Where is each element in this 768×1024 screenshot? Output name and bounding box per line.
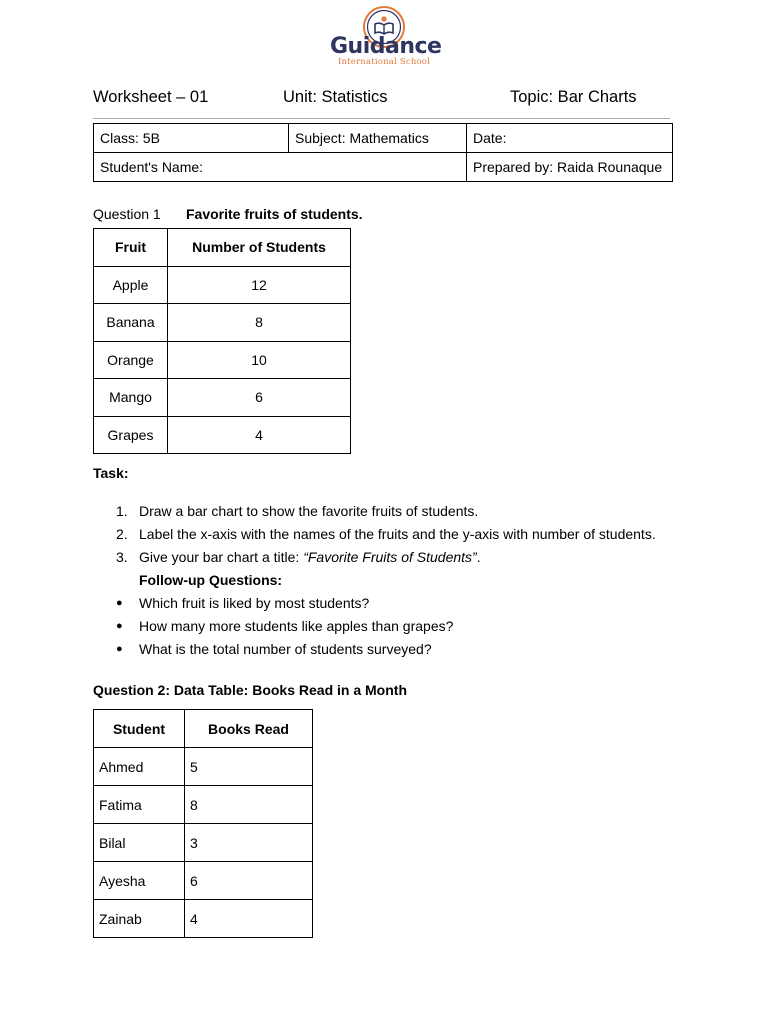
question1-label: Question 1 (93, 206, 161, 222)
count-cell: 6 (168, 379, 351, 417)
task-item: Label the x-axis with the names of the fruits and the y-axis with number of students. (139, 526, 656, 542)
fruit-cell: Orange (94, 341, 168, 379)
student-cell: Zainab (94, 900, 185, 938)
followup-item: Which fruit is liked by most students? (139, 595, 370, 611)
table-row (94, 824, 313, 862)
col-header-student: Student (94, 710, 185, 748)
table-row (94, 266, 351, 304)
books-cell: 5 (185, 748, 313, 786)
books-cell: 3 (185, 824, 313, 862)
fruit-cell: Banana (94, 304, 168, 342)
question2-title: Question 2: Data Table: Books Read in a Month (93, 682, 407, 698)
header-divider (93, 118, 670, 119)
topic-label: Topic: Bar Charts (510, 88, 637, 106)
fruit-table (93, 228, 351, 454)
task-item (139, 549, 481, 565)
unit-label: Unit: Statistics (283, 88, 388, 106)
bullet-icon: ● (116, 620, 123, 632)
task-number: 3. (116, 549, 128, 565)
table-row (94, 416, 351, 454)
books-table (93, 709, 313, 938)
class-cell: Class: 5B (94, 124, 289, 153)
books-cell: 6 (185, 862, 313, 900)
fruit-cell: Apple (94, 266, 168, 304)
open-book-person-icon (375, 16, 393, 34)
logo-wordmark: Guidance (330, 34, 442, 59)
student-name-cell[interactable]: Student's Name: (94, 153, 467, 182)
logo-subtitle: International School (337, 57, 431, 67)
subject-cell: Subject: Mathematics (289, 124, 467, 153)
col-header-count: Number of Students (168, 229, 351, 267)
table-row (94, 748, 313, 786)
student-cell: Ahmed (94, 748, 185, 786)
task-item-end: . (476, 549, 481, 565)
table-row (94, 900, 313, 938)
count-cell: 4 (168, 416, 351, 454)
table-row (94, 786, 313, 824)
count-cell: 12 (168, 266, 351, 304)
bullet-icon: ● (116, 643, 123, 655)
count-cell: 10 (168, 341, 351, 379)
bullet-icon: ● (116, 597, 123, 609)
task-heading: Task: (93, 465, 129, 481)
date-cell[interactable]: Date: (467, 124, 673, 153)
followup-item: How many more students like apples than grapes? (139, 618, 454, 634)
table-row (94, 862, 313, 900)
task-item-text: Give your bar chart a title: (139, 549, 304, 565)
fruit-cell: Grapes (94, 416, 168, 454)
table-header-row (94, 710, 313, 748)
table-row (94, 304, 351, 342)
student-cell: Ayesha (94, 862, 185, 900)
col-header-fruit: Fruit (94, 229, 168, 267)
books-cell: 4 (185, 900, 313, 938)
table-header-row (94, 229, 351, 267)
table-row (94, 341, 351, 379)
prepared-by-cell: Prepared by: Raida Rounaque (467, 153, 673, 182)
books-cell: 8 (185, 786, 313, 824)
task-number: 2. (116, 526, 128, 542)
count-cell: 8 (168, 304, 351, 342)
fruit-cell: Mango (94, 379, 168, 417)
info-table (93, 123, 673, 182)
student-cell: Bilal (94, 824, 185, 862)
col-header-books: Books Read (185, 710, 313, 748)
task-number: 1. (116, 503, 128, 519)
followup-heading: Follow-up Questions: (139, 572, 283, 588)
question1-title: Favorite fruits of students. (186, 206, 363, 222)
chart-title-quote: “Favorite Fruits of Students” (303, 549, 477, 565)
followup-item: What is the total number of students surveyed? (139, 641, 432, 657)
student-cell: Fatima (94, 786, 185, 824)
table-row (94, 379, 351, 417)
worksheet-number: Worksheet – 01 (93, 88, 209, 106)
task-item: Draw a bar chart to show the favorite fruits of students. (139, 503, 479, 519)
